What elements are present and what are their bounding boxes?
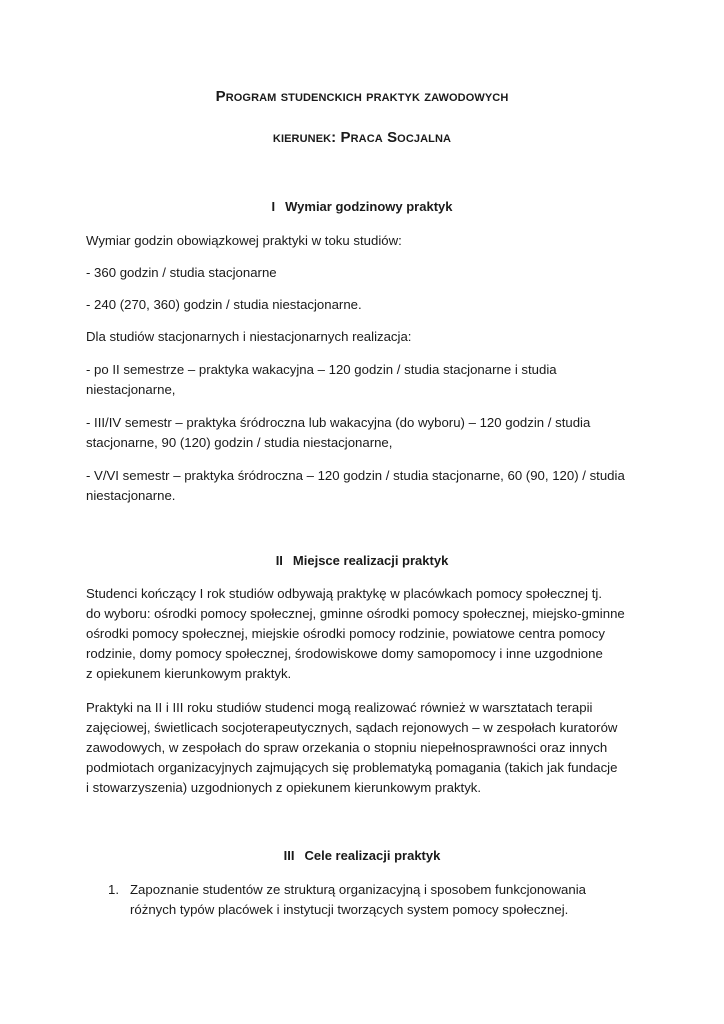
section-2-heading — [0, 553, 724, 568]
list-item — [108, 880, 628, 920]
paragraph-line: z opiekunem kierunkowym praktyk. — [86, 666, 292, 681]
paragraph-line: - po II semestrze – praktyka wakacyjna – 120 godzin / studia stacjonarne i studia — [86, 362, 557, 377]
paragraph-line: zajęciowej, świetlicach socjoterapeutycznych, sądach rejonowych – w zespołach kuratorów — [86, 720, 618, 735]
section-1-number: I — [271, 199, 276, 214]
paragraph-line: podmiotach organizacyjnych zajmujących się problematyką pomagania (takich jak fundacje — [86, 760, 618, 775]
paragraph-line: i stowarzyszenia) uzgodnionych z opiekunem kierunkowym praktyk. — [86, 780, 482, 795]
document-subtitle: kierunek: Praca Socjalna — [272, 129, 452, 146]
section-2-number: II — [275, 553, 283, 568]
section-1-title: Wymiar godzinowy praktyk — [285, 199, 453, 214]
paragraph-line: - V/VI semestr – praktyka śródroczna – 120 godzin / studia stacjonarne, 60 (90, 120) / studia — [86, 468, 625, 483]
paragraph-line: niestacjonarne, — [86, 382, 176, 397]
section-3-title: Cele realizacji praktyk — [304, 848, 441, 863]
section-2-title: Miejsce realizacji praktyk — [292, 553, 449, 568]
paragraph-line: zawodowych, w zespołach do spraw orzekania o stopniu niepełnosprawności oraz innych — [86, 740, 608, 755]
paragraph-line: niestacjonarne. — [86, 488, 176, 503]
paragraph-line: rodzinie, domy pomocy społecznej, środowiskowe domy samopomocy i inne uzgodnione — [86, 646, 603, 661]
section-3-heading — [0, 848, 724, 863]
section-3-number: III — [283, 848, 295, 863]
section-1-heading — [0, 199, 724, 214]
paragraph: - 360 godzin / studia stacjonarne — [86, 265, 277, 280]
paragraph: Dla studiów stacjonarnych i niestacjonarnych realizacja: — [86, 329, 412, 344]
paragraph: - 240 (270, 360) godzin / studia niestacjonarne. — [86, 297, 362, 312]
paragraph-line: Praktyki na II i III roku studiów studenci mogą realizować również w warsztatach terapii — [86, 700, 593, 715]
paragraph-line: stacjonarne, 90 (120) godzin / studia niestacjonarne, — [86, 435, 393, 450]
list-item-number: 1. — [108, 882, 119, 897]
paragraph-line: ośrodki pomocy społecznej, miejskie ośrodki pomocy rodzinie, powiatowe centra pomocy — [86, 626, 605, 641]
paragraph: Wymiar godzin obowiązkowej praktyki w toku studiów: — [86, 233, 402, 248]
document-title: Program studenckich praktyk zawodowych — [215, 88, 509, 105]
list-item-line: różnych typów placówek i instytucji tworzących system pomocy społecznej. — [130, 902, 569, 917]
paragraph-line: - III/IV semestr – praktyka śródroczna lub wakacyjna (do wyboru) – 120 godzin / studia — [86, 415, 591, 430]
paragraph-line: do wyboru: ośrodki pomocy społecznej, gminne ośrodki pomocy społecznej, miejsko-gminne — [86, 606, 625, 621]
list-item-line: Zapoznanie studentów ze strukturą organizacyjną i sposobem funkcjonowania — [130, 882, 586, 897]
paragraph-line: Studenci kończący I rok studiów odbywają praktykę w placówkach pomocy społecznej tj. — [86, 586, 603, 601]
